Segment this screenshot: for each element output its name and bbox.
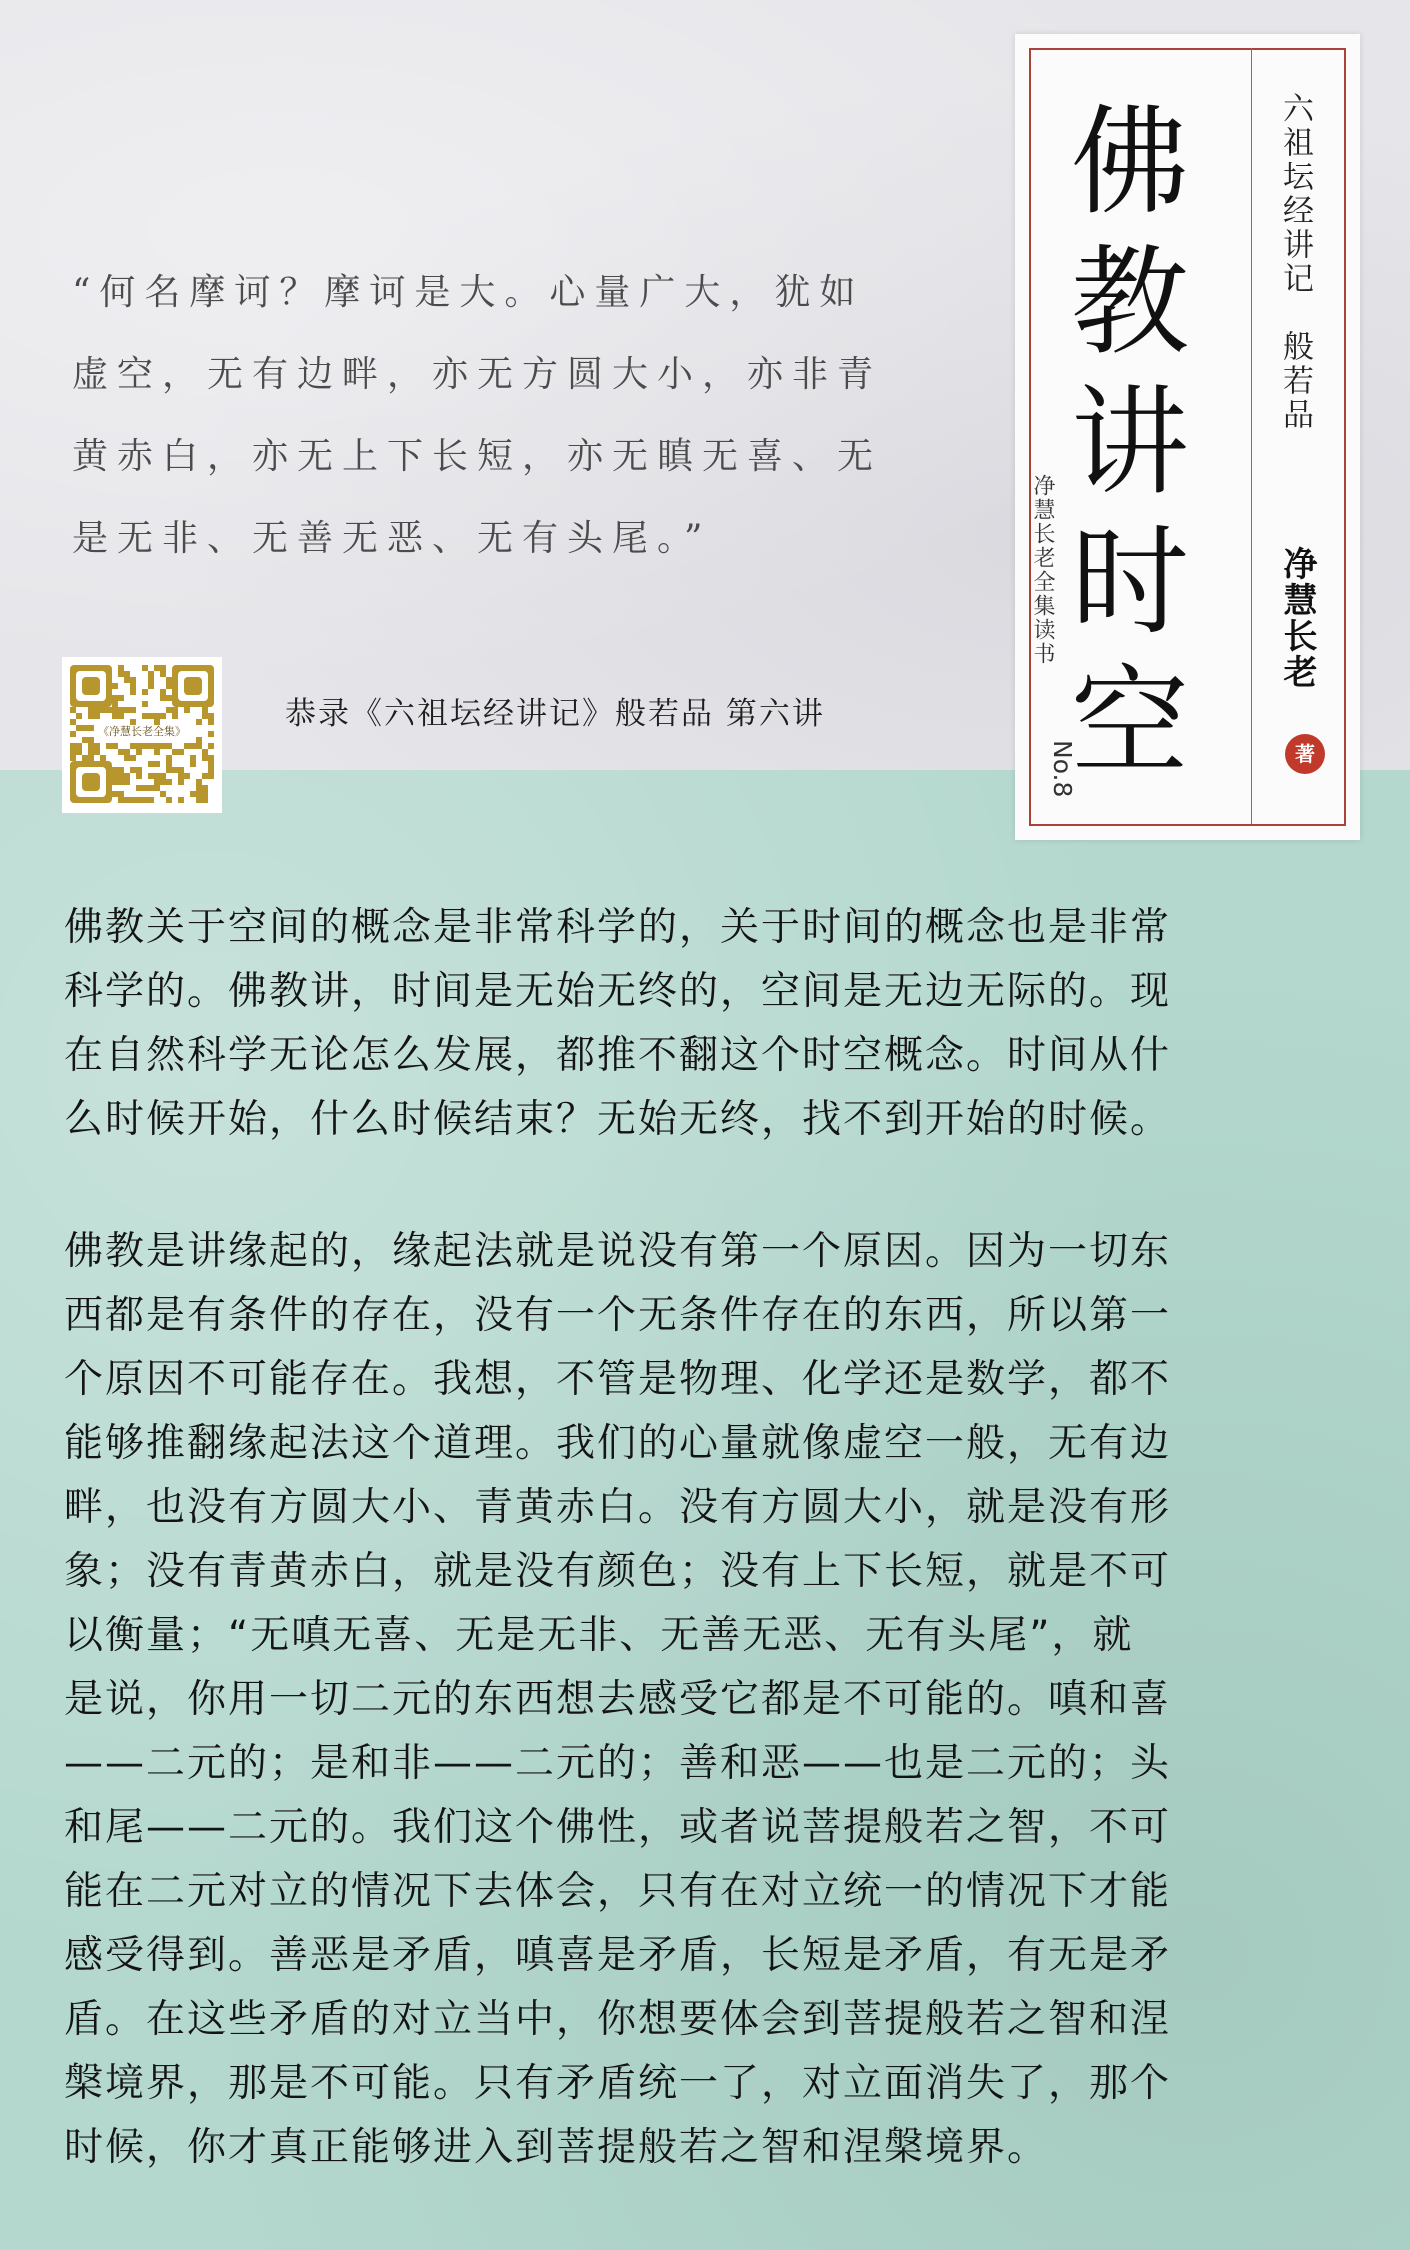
body-line: 和尾——二元的。我们这个佛性，或者说菩提般若之智，不可 <box>64 1805 1172 1850</box>
body-line: 是说，你用一切二元的东西想去感受它都是不可能的。嗔和喜 <box>64 1677 1172 1722</box>
quote-line: 虚空，无有边畔，亦无方圆大小，亦非青 <box>72 354 883 395</box>
quote-line: 黄赤白，亦无上下长短，亦无瞋无喜、无 <box>72 436 883 477</box>
body-line: 么时候开始，什么时候结束？无始无终，找不到开始的时候。 <box>64 1097 1172 1142</box>
source-citation: 恭录《六祖坛经讲记》般若品 第六讲 <box>285 696 825 732</box>
title-card <box>1015 34 1360 840</box>
card-divider <box>1251 48 1252 824</box>
title-char: 时 <box>1070 513 1189 651</box>
book-name: 六祖坛经讲记 般若品 <box>1277 92 1313 432</box>
series-name: 净慧长老全集读书 <box>1030 474 1055 666</box>
qr-code[interactable] <box>62 657 222 813</box>
body-line: 能在二元对立的情况下去体会，只有在对立统一的情况下才能 <box>64 1869 1172 1914</box>
paragraph-2 <box>64 1220 1358 2180</box>
author-name: 净慧长老 <box>1277 546 1317 690</box>
body-line: 感受得到。善恶是矛盾，嗔喜是矛盾，长短是矛盾，有无是矛 <box>64 1933 1172 1978</box>
quote-line: “何名摩诃？摩诃是大。心量广大，犹如 <box>72 272 865 313</box>
body-line: 佛教是讲缘起的，缘起法就是说没有第一个原因。因为一切东 <box>64 1229 1172 1274</box>
body-line: 时候，你才真正能够进入到菩提般若之智和涅槃境界。 <box>64 2125 1049 2170</box>
body-line: 个原因不可能存在。我想，不管是物理、化学还是数学，都不 <box>64 1357 1172 1402</box>
paragraph-1 <box>64 896 1358 1152</box>
seal-icon: 著 <box>1285 734 1325 774</box>
title-char: 讲 <box>1070 373 1189 511</box>
body-line: ——二元的；是和非——二元的；善和恶——也是二元的；头 <box>64 1741 1172 1786</box>
article-body <box>64 896 1358 2180</box>
qr-caption: 《净慧长老全集》 <box>98 725 186 738</box>
body-line: 畔，也没有方圆大小、青黄赤白。没有方圆大小，就是没有形 <box>64 1485 1172 1530</box>
body-line: 科学的。佛教讲，时间是无始无终的，空间是无边无际的。现 <box>64 969 1172 1014</box>
series-number: No.8 <box>1048 740 1077 798</box>
body-line: 佛教关于空间的概念是非常科学的，关于时间的概念也是非常 <box>64 905 1172 950</box>
title-char: 教 <box>1070 233 1189 371</box>
body-line: 盾。在这些矛盾的对立当中，你想要体会到菩提般若之智和涅 <box>64 1997 1172 2042</box>
body-line: 能够推翻缘起法这个道理。我们的心量就像虚空一般，无有边 <box>64 1421 1172 1466</box>
title-char: 空 <box>1070 653 1189 791</box>
sutra-quote <box>72 252 972 580</box>
body-line: 在自然科学无论怎么发展，都推不翻这个时空概念。时间从什 <box>64 1033 1172 1078</box>
quote-line: 是无非、无善无恶、无有头尾。” <box>72 518 712 559</box>
body-line: 象；没有青黄赤白，就是没有颜色；没有上下长短，就是不可 <box>64 1549 1172 1594</box>
body-line: 以衡量；“无嗔无喜、无是无非、无善无恶、无有头尾”，就 <box>64 1613 1134 1658</box>
title-char: 佛 <box>1070 93 1189 231</box>
body-line: 槃境界，那是不可能。只有矛盾统一了，对立面消失了，那个 <box>64 2061 1172 2106</box>
main-title <box>1055 92 1205 792</box>
body-line: 西都是有条件的存在，没有一个无条件存在的东西，所以第一 <box>64 1293 1172 1338</box>
